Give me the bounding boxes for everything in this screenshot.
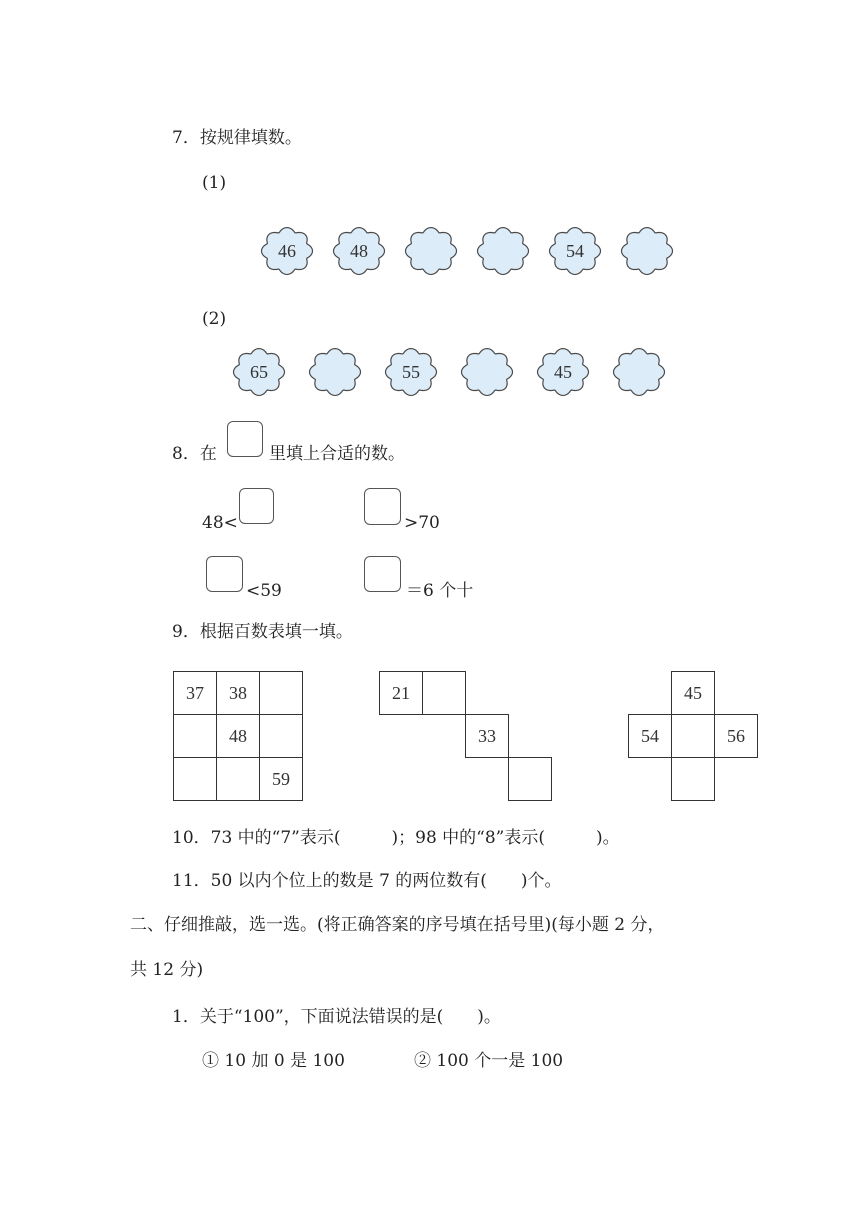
q8-prefix: 8．在: [172, 444, 217, 464]
grid1-cell: 38: [216, 671, 260, 715]
grid2-cell[interactable]: [508, 757, 552, 801]
row1-flower[interactable]: [404, 226, 458, 276]
q8-example-box: [227, 421, 263, 457]
q8-item-3-label: <59: [246, 581, 282, 601]
row1-flower[interactable]: [476, 226, 530, 276]
grid1-cell[interactable]: [259, 671, 303, 715]
row2-flower-value: [308, 347, 362, 397]
q9-title: 9．根据百数表填一填。: [172, 622, 353, 642]
q8-answer-box-4[interactable]: [364, 556, 401, 592]
row1-flower: [260, 226, 314, 276]
q8-answer-box-1[interactable]: [239, 488, 274, 524]
grid1-cell[interactable]: [216, 757, 260, 801]
row1-flower-value: [476, 226, 530, 276]
row2-flower-value: 55: [402, 361, 420, 382]
row1-flower: [332, 226, 386, 276]
row2-flower: [384, 347, 438, 397]
row1-flower[interactable]: [620, 226, 674, 276]
grid3-cell[interactable]: [671, 714, 715, 758]
grid1-cell: 48: [216, 714, 260, 758]
grid3-cell: 45: [671, 671, 715, 715]
grid1-cell: 37: [173, 671, 217, 715]
section2-heading-line1: 二、仔细推敲，选一选。(将正确答案的序号填在括号里)(每小题 2 分，: [130, 915, 665, 935]
q7-title: 7．按规律填数。: [172, 128, 302, 148]
q8-item-4-label: ＝6 个十: [406, 581, 474, 601]
grid1-cell[interactable]: [173, 757, 217, 801]
q8-suffix: 里填上合适的数。: [269, 444, 405, 464]
grid2-cell[interactable]: [422, 671, 466, 715]
row1-flower-value: [404, 226, 458, 276]
q8-answer-box-2[interactable]: [364, 488, 401, 525]
grid1-cell[interactable]: [173, 714, 217, 758]
row1-flower-value: 54: [566, 240, 584, 261]
row2-flower-value: 65: [250, 361, 268, 382]
row1-flower-value: 46: [278, 240, 296, 261]
q11-text: 11．50 以内个位上的数是 7 的两位数有( )个。: [172, 871, 562, 891]
mc1-question: 1．关于“100”，下面说法错误的是( )。: [172, 1007, 501, 1027]
row2-flower-value: [460, 347, 514, 397]
q7-part2-label: (2): [202, 309, 227, 329]
row2-flower-value: 45: [554, 361, 572, 382]
grid3-cell[interactable]: [671, 757, 715, 801]
row1-flower: [548, 226, 602, 276]
grid3-cell: 56: [714, 714, 758, 758]
grid2-cell: 33: [465, 714, 509, 758]
row2-flower[interactable]: [460, 347, 514, 397]
row2-flower[interactable]: [308, 347, 362, 397]
row2-flower-value: [612, 347, 666, 397]
q8-answer-box-3[interactable]: [206, 556, 243, 592]
row2-flower: [232, 347, 286, 397]
row1-flower-value: 48: [350, 240, 368, 261]
mc1-option-2: ② 100 个一是 100: [414, 1051, 564, 1071]
grid1-cell: 59: [259, 757, 303, 801]
q7-part1-label: (1): [202, 173, 227, 193]
q10-text: 10．73 中的“7”表示( )；98 中的“8”表示( )。: [172, 828, 620, 848]
grid1-cell[interactable]: [259, 714, 303, 758]
row1-flower-value: [620, 226, 674, 276]
section2-heading-line2: 共 12 分): [130, 960, 204, 980]
row2-flower: [536, 347, 590, 397]
grid2-cell: 21: [379, 671, 423, 715]
grid3-cell: 54: [628, 714, 672, 758]
mc1-option-1: ① 10 加 0 是 100: [202, 1051, 345, 1071]
q8-item-1-label: 48<: [202, 513, 238, 533]
q8-item-2-label: >70: [404, 513, 440, 533]
row2-flower[interactable]: [612, 347, 666, 397]
